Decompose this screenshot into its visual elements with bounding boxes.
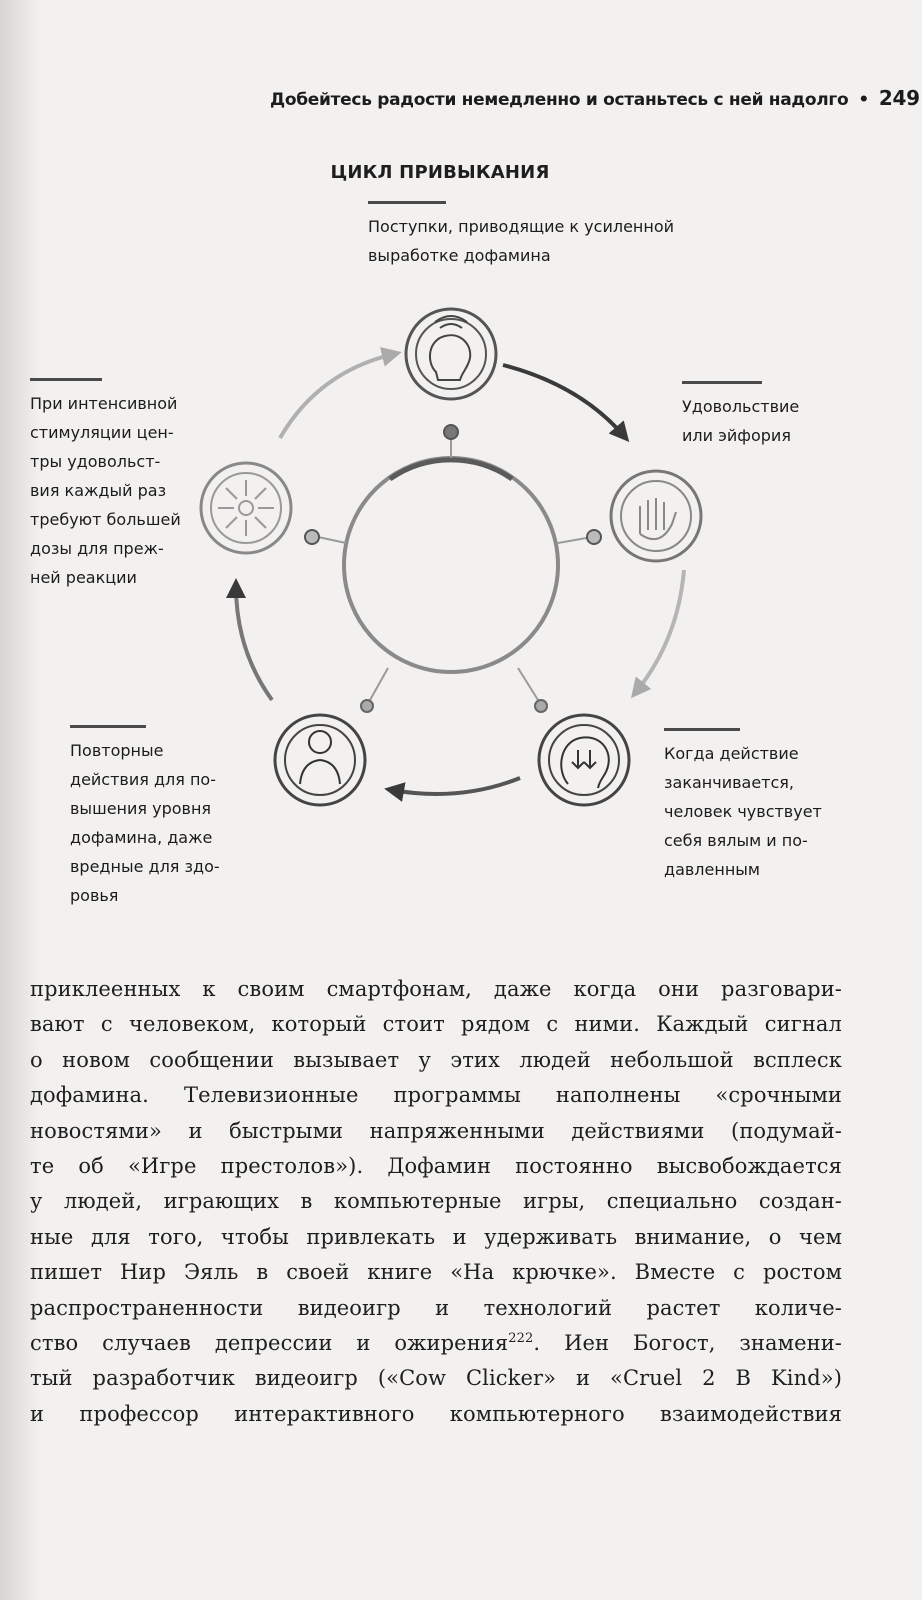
label-bar: [664, 728, 740, 731]
label-bar: [368, 201, 446, 204]
label-bar: [682, 381, 762, 384]
label-line: Поступки, приводящие к усиленной: [368, 217, 675, 236]
label-line: требуют большей: [30, 510, 181, 529]
body-line: дофамина. Телевизионные программы наполнены «срочными: [30, 1083, 842, 1108]
label-line: или эйфория: [682, 426, 791, 445]
running-head-separator: •: [858, 90, 869, 110]
label-line: вредные для здо-: [70, 857, 220, 876]
person-icon: [275, 715, 365, 805]
arrow-to-pleasure: [503, 365, 624, 436]
label-line: дофамина, даже: [70, 828, 213, 847]
arrow-to-tolerance: [236, 586, 272, 700]
running-title: Добейтесь радости немедленно и останьтесь с ней надолго: [270, 90, 849, 110]
label-line: вия каждый раз: [30, 481, 167, 500]
label-line: себя вялым и по-: [664, 831, 808, 850]
label-lethargy: [664, 728, 844, 884]
sunburst-icon: [201, 463, 291, 553]
label-line: Когда действие: [664, 744, 799, 763]
label-line: выработке дофамина: [368, 246, 551, 265]
page-number: 249: [878, 86, 920, 110]
arrow-to-actions: [280, 354, 394, 438]
label-bar: [30, 378, 102, 381]
body-line: тый разработчик видеоигр («Cow Clicker» и «Cruel 2 B Kind»): [30, 1366, 842, 1391]
label-line: Повторные: [70, 741, 164, 760]
label-line: Удовольствие: [682, 397, 800, 416]
label-repeat-actions: [70, 725, 250, 910]
body-line-with-footnote: [30, 1326, 842, 1361]
brain-waves-icon: [406, 309, 496, 399]
label-line: действия для по-: [70, 770, 216, 789]
arrow-to-lethargy: [636, 570, 684, 692]
label-line: человек чувствует: [664, 802, 822, 821]
label-bar: [70, 725, 146, 728]
central-circle: [344, 458, 558, 672]
body-line-part: ство случаев депрессии и ожирения: [30, 1331, 509, 1356]
label-line: давленным: [664, 860, 760, 879]
body-line: и профессор интерактивного компьютерного взаимодействия: [30, 1401, 842, 1426]
label-line: вышения уровня: [70, 799, 212, 818]
label-line: заканчивается,: [664, 773, 794, 792]
spokes: [318, 432, 592, 700]
footnote-reference[interactable]: 222: [508, 1331, 534, 1347]
label-line: При интенсивной: [30, 394, 178, 413]
body-line: о новом сообщении вызывает у этих людей небольшой всплеск: [30, 1047, 842, 1072]
label-line: тры удовольст-: [30, 452, 161, 471]
central-circle-accent-arc: [390, 460, 512, 479]
arrow-to-repeat: [392, 778, 520, 794]
label-line: стимуляции цен-: [30, 423, 174, 442]
body-line: те об «Игре престолов»). Дофамин постоянно высвобождается: [30, 1154, 842, 1179]
label-pleasure: [682, 381, 832, 450]
hand-icon: [611, 471, 701, 561]
body-line: распространенности видеоигр и технологий растет количе-: [30, 1295, 842, 1320]
body-line: вают с человеком, который стоит рядом с ними. Каждый сигнал: [30, 1012, 842, 1037]
body-line: у людей, играющих в компьютерные игры, специально создан-: [30, 1189, 842, 1214]
body-line: пишет Нир Эяль в своей книге «На крючке». Вместе с ростом: [30, 1260, 842, 1285]
label-line: дозы для преж-: [30, 539, 164, 558]
label-dopamine-actions: [368, 201, 698, 270]
diagram-title: ЦИКЛ ПРИВЫКАНИЯ: [330, 162, 550, 183]
body-paragraph: [30, 972, 842, 1432]
label-tolerance: [30, 378, 190, 592]
body-line: новостями» и быстрыми напряженными действиями (подумай-: [30, 1118, 842, 1143]
body-line: ные для того, чтобы привлекать и удерживать внимание, о чем: [30, 1224, 842, 1249]
head-down-arrows-icon: [539, 715, 629, 805]
body-line-part: . Иен Богост, знамени-: [533, 1331, 842, 1356]
label-line: ровья: [70, 886, 119, 905]
body-line: приклеенных к своим смартфонам, даже когда они разговари-: [30, 977, 842, 1001]
label-line: ней реакции: [30, 568, 137, 587]
